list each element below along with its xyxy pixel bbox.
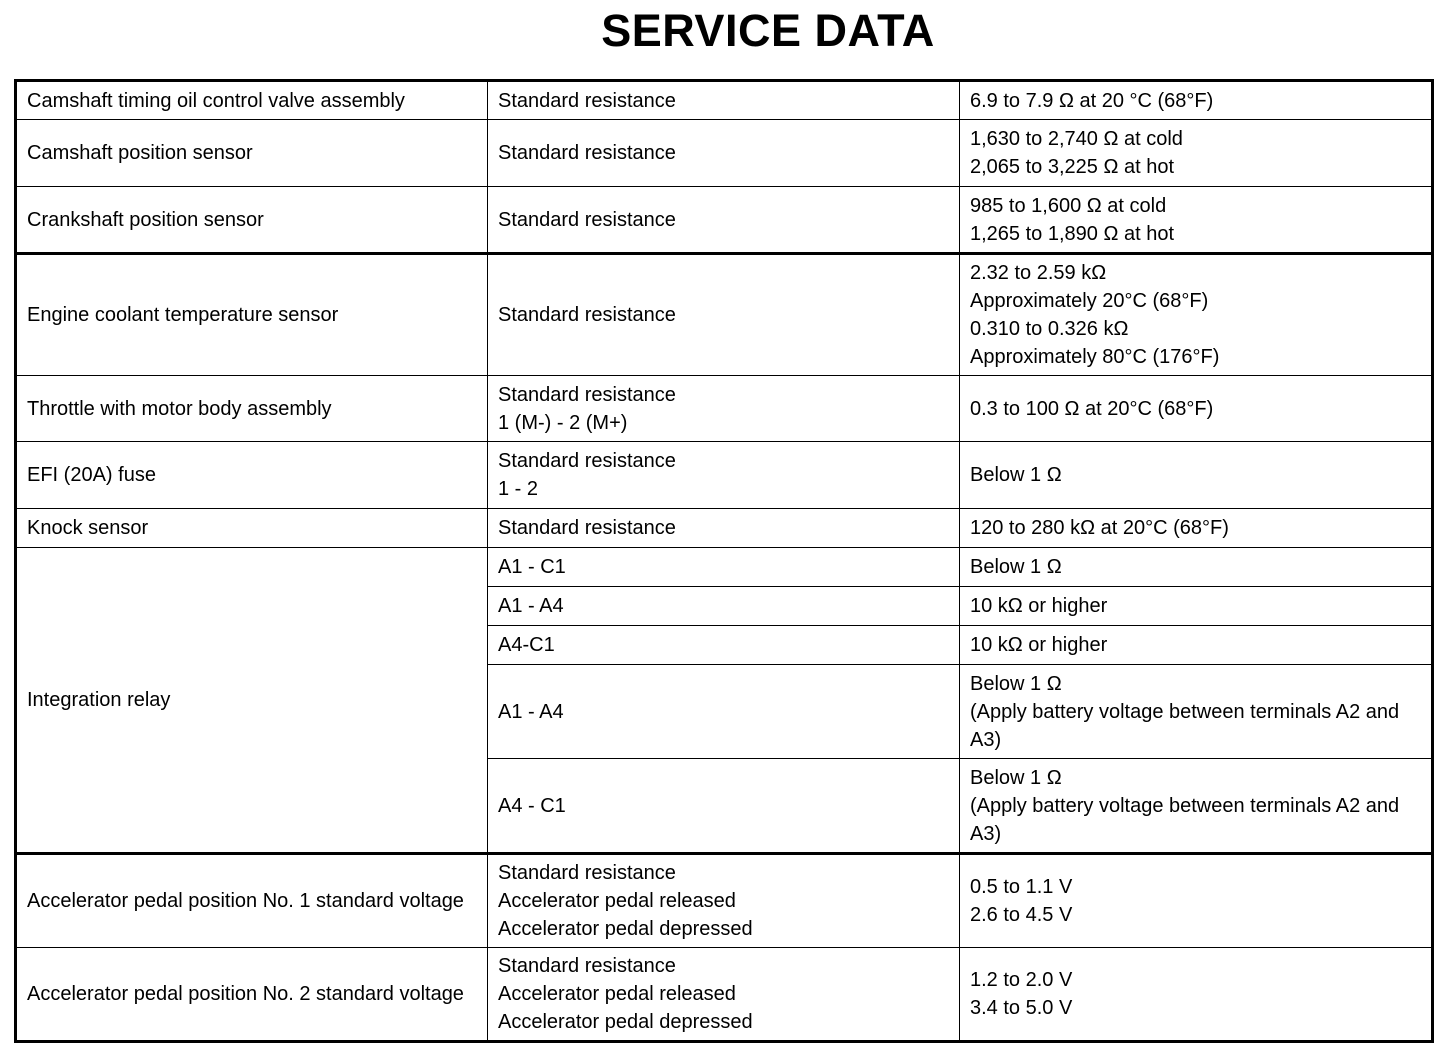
- component-cell: Integration relay: [16, 548, 488, 854]
- value-cell: 10 kΩ or higher: [960, 626, 1433, 665]
- condition-cell: Standard resistance 1 (M-) - 2 (M+): [488, 376, 960, 442]
- value-cell: Below 1 Ω (Apply battery voltage between terminals A2 and A3): [960, 759, 1433, 854]
- component-cell: Throttle with motor body assembly: [16, 376, 488, 442]
- value-cell: Below 1 Ω: [960, 548, 1433, 587]
- condition-cell: A1 - C1: [488, 548, 960, 587]
- value-cell: 2.32 to 2.59 kΩ Approximately 20°C (68°F) 0.310 to 0.326 kΩ Approximately 80°C (176°F): [960, 254, 1433, 376]
- condition-cell: A1 - A4: [488, 665, 960, 759]
- value-cell: 6.9 to 7.9 Ω at 20 °C (68°F): [960, 81, 1433, 120]
- service-data-table: [14, 79, 1434, 1043]
- value-cell: 985 to 1,600 Ω at cold 1,265 to 1,890 Ω at hot: [960, 187, 1433, 254]
- value-cell: 10 kΩ or higher: [960, 587, 1433, 626]
- component-cell: Crankshaft position sensor: [16, 187, 488, 254]
- component-cell: Knock sensor: [16, 509, 488, 548]
- component-cell: Camshaft position sensor: [16, 120, 488, 187]
- component-cell: Engine coolant temperature sensor: [16, 254, 488, 376]
- table-row: [16, 254, 1433, 376]
- component-cell: EFI (20A) fuse: [16, 442, 488, 509]
- value-cell: Below 1 Ω (Apply battery voltage between terminals A2 and A3): [960, 665, 1433, 759]
- component-cell: Accelerator pedal position No. 1 standard voltage: [16, 854, 488, 948]
- table-row: [16, 442, 1433, 509]
- table-row: [16, 376, 1433, 442]
- value-cell: 0.3 to 100 Ω at 20°C (68°F): [960, 376, 1433, 442]
- condition-cell: Standard resistance Accelerator pedal released Accelerator pedal depressed: [488, 948, 960, 1042]
- value-cell: 1,630 to 2,740 Ω at cold 2,065 to 3,225 Ω at hot: [960, 120, 1433, 187]
- component-cell: Accelerator pedal position No. 2 standard voltage: [16, 948, 488, 1042]
- condition-cell: Standard resistance: [488, 254, 960, 376]
- table-row: [16, 548, 1433, 587]
- value-cell: 120 to 280 kΩ at 20°C (68°F): [960, 509, 1433, 548]
- table-row: [16, 187, 1433, 254]
- value-cell: 1.2 to 2.0 V 3.4 to 5.0 V: [960, 948, 1433, 1042]
- table-row: [16, 81, 1433, 120]
- condition-cell: A4-C1: [488, 626, 960, 665]
- condition-cell: Standard resistance: [488, 81, 960, 120]
- condition-cell: Standard resistance Accelerator pedal released Accelerator pedal depressed: [488, 854, 960, 948]
- table-row: [16, 948, 1433, 1042]
- condition-cell: Standard resistance 1 - 2: [488, 442, 960, 509]
- value-cell: Below 1 Ω: [960, 442, 1433, 509]
- value-cell: 0.5 to 1.1 V 2.6 to 4.5 V: [960, 854, 1433, 948]
- condition-cell: A1 - A4: [488, 587, 960, 626]
- condition-cell: A4 - C1: [488, 759, 960, 854]
- component-cell: Camshaft timing oil control valve assembly: [16, 81, 488, 120]
- table-row: [16, 120, 1433, 187]
- table-row: [16, 854, 1433, 948]
- table-row: [16, 509, 1433, 548]
- page-title: SERVICE DATA: [601, 5, 935, 56]
- condition-cell: Standard resistance: [488, 120, 960, 187]
- condition-cell: Standard resistance: [488, 187, 960, 254]
- condition-cell: Standard resistance: [488, 509, 960, 548]
